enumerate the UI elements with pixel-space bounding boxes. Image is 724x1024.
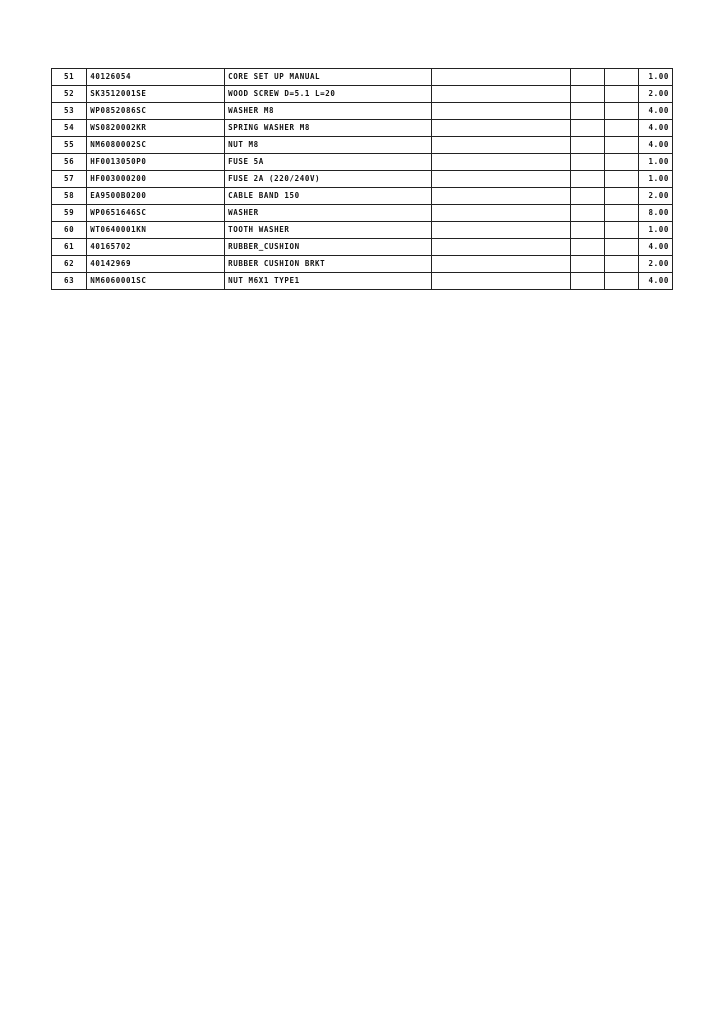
empty-cell xyxy=(432,137,571,154)
item-number-cell: 55 xyxy=(52,137,87,154)
item-number-cell: 62 xyxy=(52,256,87,273)
empty-cell xyxy=(571,137,604,154)
table-row xyxy=(52,188,673,205)
empty-cell xyxy=(432,171,571,188)
part-number-cell: 40126054 xyxy=(87,69,225,86)
empty-cell xyxy=(432,205,571,222)
empty-cell xyxy=(432,120,571,137)
table-row xyxy=(52,273,673,290)
empty-cell xyxy=(571,239,604,256)
description-cell: CABLE BAND 150 xyxy=(225,188,432,205)
empty-cell xyxy=(571,120,604,137)
description-cell: SPRING WASHER M8 xyxy=(225,120,432,137)
part-number-cell: 40165702 xyxy=(87,239,225,256)
description-cell: RUBBER_CUSHION xyxy=(225,239,432,256)
empty-cell xyxy=(432,69,571,86)
empty-cell xyxy=(432,86,571,103)
empty-cell xyxy=(571,86,604,103)
table-row xyxy=(52,171,673,188)
item-number-cell: 52 xyxy=(52,86,87,103)
parts-table-body xyxy=(52,69,673,290)
quantity-cell: 4.00 xyxy=(638,273,672,290)
empty-cell xyxy=(432,103,571,120)
table-row xyxy=(52,154,673,171)
empty-cell xyxy=(432,154,571,171)
empty-cell xyxy=(571,154,604,171)
empty-cell xyxy=(604,188,638,205)
item-number-cell: 60 xyxy=(52,222,87,239)
item-number-cell: 57 xyxy=(52,171,87,188)
quantity-cell: 2.00 xyxy=(638,188,672,205)
part-number-cell: NM6060001SC xyxy=(87,273,225,290)
quantity-cell: 1.00 xyxy=(638,222,672,239)
item-number-cell: 59 xyxy=(52,205,87,222)
table-row xyxy=(52,120,673,137)
table-row xyxy=(52,256,673,273)
table-row xyxy=(52,137,673,154)
item-number-cell: 54 xyxy=(52,120,87,137)
part-number-cell: HF003000200 xyxy=(87,171,225,188)
empty-cell xyxy=(604,256,638,273)
table-row xyxy=(52,86,673,103)
empty-cell xyxy=(571,273,604,290)
empty-cell xyxy=(604,171,638,188)
empty-cell xyxy=(432,188,571,205)
quantity-cell: 2.00 xyxy=(638,256,672,273)
quantity-cell: 8.00 xyxy=(638,205,672,222)
description-cell: NUT M8 xyxy=(225,137,432,154)
quantity-cell: 4.00 xyxy=(638,103,672,120)
quantity-cell: 1.00 xyxy=(638,171,672,188)
table-row xyxy=(52,239,673,256)
description-cell: WASHER xyxy=(225,205,432,222)
part-number-cell: WP0651646SC xyxy=(87,205,225,222)
description-cell: WASHER M8 xyxy=(225,103,432,120)
description-cell: RUBBER CUSHION BRKT xyxy=(225,256,432,273)
description-cell: CORE SET UP MANUAL xyxy=(225,69,432,86)
description-cell: NUT M6X1 TYPE1 xyxy=(225,273,432,290)
quantity-cell: 2.00 xyxy=(638,86,672,103)
empty-cell xyxy=(432,239,571,256)
part-number-cell: WS0820002KR xyxy=(87,120,225,137)
part-number-cell: WP0852086SC xyxy=(87,103,225,120)
description-cell: WOOD SCREW D=5.1 L=20 xyxy=(225,86,432,103)
item-number-cell: 61 xyxy=(52,239,87,256)
empty-cell xyxy=(604,120,638,137)
table-row xyxy=(52,69,673,86)
table-row xyxy=(52,205,673,222)
item-number-cell: 58 xyxy=(52,188,87,205)
quantity-cell: 1.00 xyxy=(638,154,672,171)
empty-cell xyxy=(571,69,604,86)
item-number-cell: 53 xyxy=(52,103,87,120)
description-cell: FUSE 5A xyxy=(225,154,432,171)
table-row xyxy=(52,103,673,120)
quantity-cell: 4.00 xyxy=(638,137,672,154)
empty-cell xyxy=(571,171,604,188)
parts-table xyxy=(51,68,673,290)
empty-cell xyxy=(604,205,638,222)
empty-cell xyxy=(432,273,571,290)
item-number-cell: 63 xyxy=(52,273,87,290)
part-number-cell: NM6080002SC xyxy=(87,137,225,154)
empty-cell xyxy=(604,137,638,154)
part-number-cell: EA9500B0200 xyxy=(87,188,225,205)
empty-cell xyxy=(604,103,638,120)
part-number-cell: SK3512001SE xyxy=(87,86,225,103)
empty-cell xyxy=(571,205,604,222)
empty-cell xyxy=(432,256,571,273)
empty-cell xyxy=(571,188,604,205)
empty-cell xyxy=(604,86,638,103)
empty-cell xyxy=(604,222,638,239)
part-number-cell: WT0640001KN xyxy=(87,222,225,239)
quantity-cell: 4.00 xyxy=(638,120,672,137)
empty-cell xyxy=(432,222,571,239)
empty-cell xyxy=(571,256,604,273)
empty-cell xyxy=(571,222,604,239)
item-number-cell: 56 xyxy=(52,154,87,171)
quantity-cell: 1.00 xyxy=(638,69,672,86)
item-number-cell: 51 xyxy=(52,69,87,86)
part-number-cell: 40142969 xyxy=(87,256,225,273)
description-cell: TOOTH WASHER xyxy=(225,222,432,239)
description-cell: FUSE 2A (220/240V) xyxy=(225,171,432,188)
empty-cell xyxy=(571,103,604,120)
empty-cell xyxy=(604,239,638,256)
empty-cell xyxy=(604,273,638,290)
quantity-cell: 4.00 xyxy=(638,239,672,256)
part-number-cell: HF0013050P0 xyxy=(87,154,225,171)
empty-cell xyxy=(604,154,638,171)
empty-cell xyxy=(604,69,638,86)
table-row xyxy=(52,222,673,239)
